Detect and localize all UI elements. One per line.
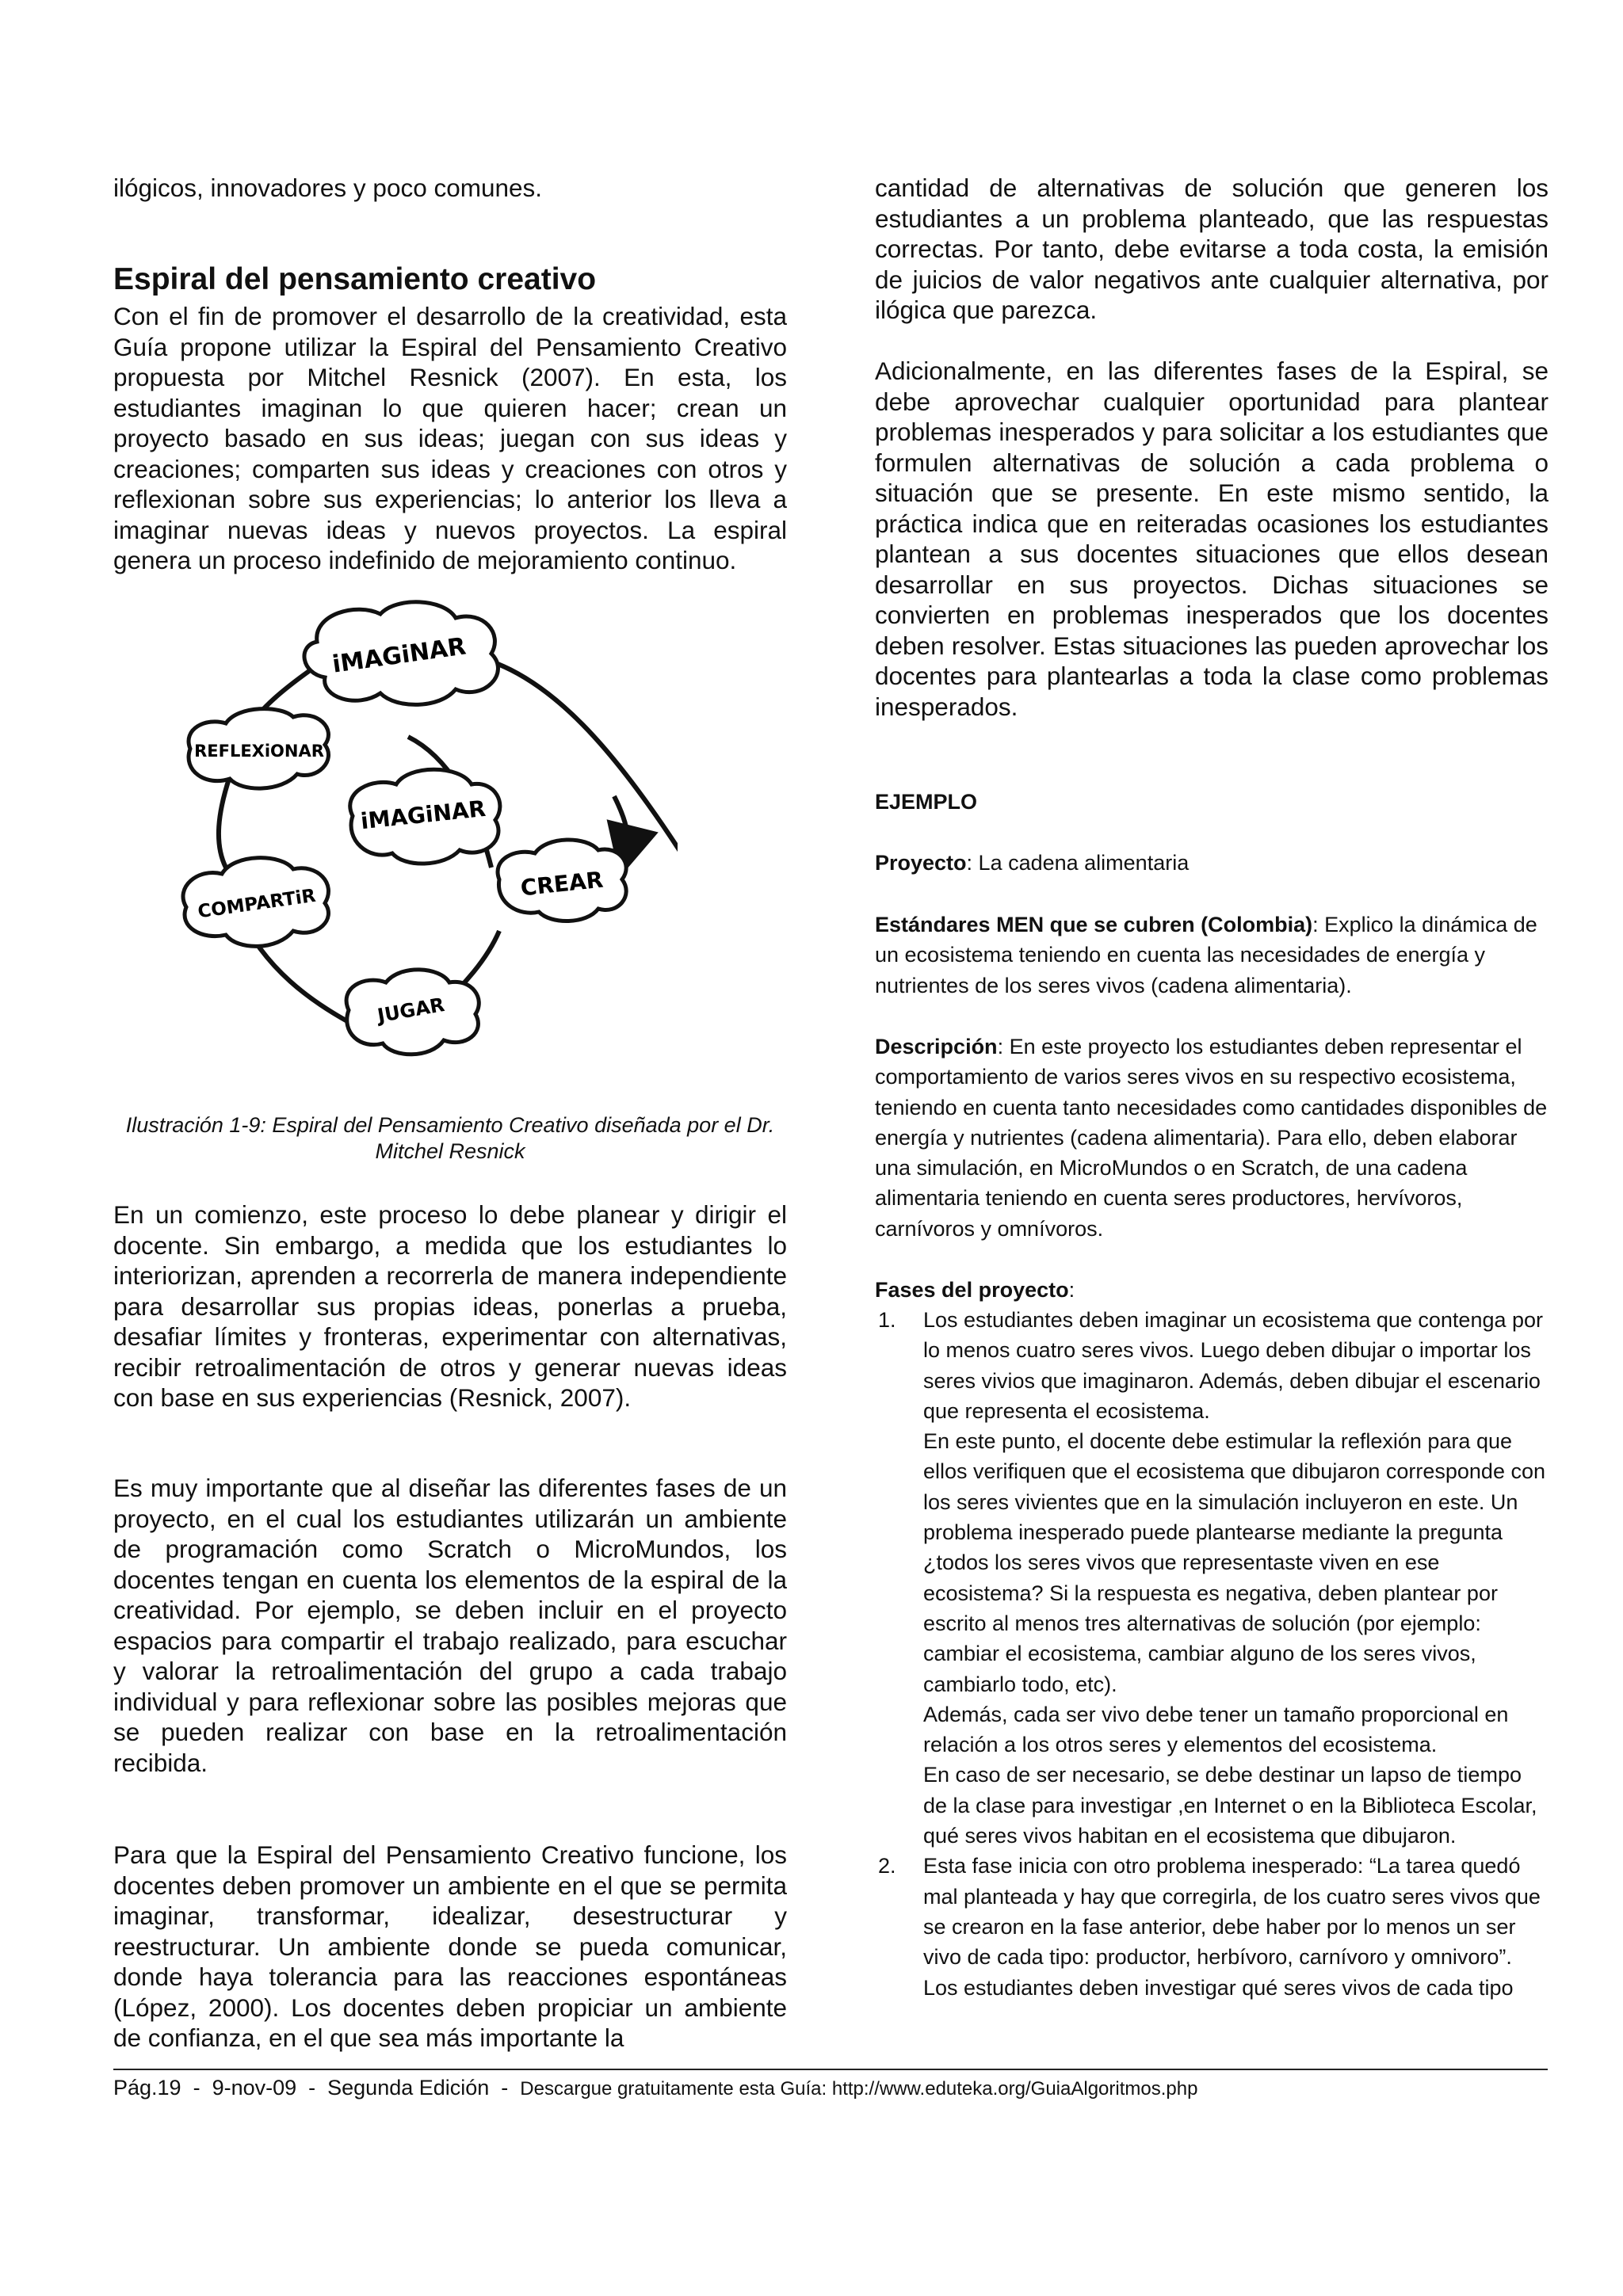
figure-caption-line1: Ilustración 1-9: Espiral del Pensamiento Creativo diseñada por el Dr. — [125, 1113, 775, 1137]
fase-1-part: En caso de ser necesario, se debe destinar un lapso de tiempo de la clase para investigar ,en Internet o en la Biblioteca Escolar, qué seres vivos habitan en el ecosistema que dibujaron. — [923, 1763, 1537, 1848]
intro-line: ilógicos, innovadores y poco comunes. — [113, 174, 543, 202]
proyecto-label: Proyecto — [875, 851, 967, 875]
footer-page-info: Pág.19 - 9-nov-09 - Segunda Edición - — [113, 2076, 521, 2100]
fases-label: Fases del proyecto — [875, 1278, 1069, 1302]
cloud-label-reflexionar: REFLEXiONAR — [194, 742, 324, 761]
cloud-jugar — [346, 970, 479, 1055]
spiral-arrow-outer — [479, 658, 678, 860]
cloud-compartir — [183, 858, 328, 947]
fase-number: 2. — [878, 1854, 896, 1878]
estandares-label: Estándares MEN que se cubren (Colombia) — [875, 913, 1313, 936]
fases-heading — [875, 1275, 1549, 1305]
descripcion-label: Descripción — [875, 1035, 998, 1058]
footer-download-link[interactable]: Descargue gratuitamente esta Guía: http://www.eduteka.org/GuiaAlgoritmos.php — [520, 2078, 1198, 2100]
fase-item-1 — [875, 1305, 1549, 1851]
paragraph-cantidad: cantidad de alternativas de solución que generen los estudiantes a un problema planteado, que las respuestas correctas. Por tanto, debe evitarse a toda costa, la emisión de juicios de valor negativos ante cualquier alternativa, por ilógica que parezca. — [875, 174, 1549, 324]
fase-item-2 — [875, 1851, 1549, 2002]
cloud-label-jugar: JUGAR — [376, 993, 446, 1028]
proyecto-text: : La cadena alimentaria — [966, 851, 1190, 875]
cloud-crear — [498, 840, 626, 921]
fase-1-part: Además, cada ser vivo debe tener un tamaño proporcional en relación a los otros seres y elementos del ecosistema. — [923, 1702, 1509, 1757]
spiral-arc-left — [219, 776, 230, 868]
page-footer — [113, 2074, 1197, 2103]
paragraph-funcione: Para que la Espiral del Pensamiento Creativo funcione, los docentes deben promover un ambiente en el que se permita imaginar, transformar, idealizar, desestructurar y reestructurar. Un ambiente donde se pueda comunicar, donde haya tolerancia para las reacciones espontáneas (López, 2000). Los docentes deben propiciar un ambiente de confianza, en el que sea más importante la — [113, 1840, 787, 2052]
fase-2-part: Los estudiantes deben investigar qué seres vivos de cada tipo — [923, 1975, 1514, 2000]
creative-spiral-diagram — [170, 598, 678, 1074]
fase-2-part: Esta fase inicia con otro problema inesperado: “La tarea quedó mal planteada y hay que corregirla, de los cuatro seres vivos que se crearon en la fase anterior, debe haber por lo menos un ser vivo de cada tipo: productor, herbívoro, carnívoro y omnivoro”. — [923, 1854, 1541, 1970]
fase-1-part: En este punto, el docente debe estimular la reflexión para que ellos verifiquen que el ecosistema que dibujaron corresponde con los seres vivientes que en la simulación incluyeron en este. Un problema inesperado puede plantearse mediante la pregunta ¿todos los seres vivos que representaste viven en ese ecosistema? Si la respuesta es negativa, deben plantear por escrito al menos tres alternativas de solución (por ejemplo: cambiar el ecosistema, cambiar alguno de los seres vivos, cambiarlo todo, etc). — [923, 1429, 1545, 1696]
fase-1-part: Los estudiantes deben imaginar un ecosistema que contenga por lo menos cuatro seres vivos. Luego deben dibujar o importar los seres vivios que imaginaron. Además, deben dibujar el escenario que representa el ecosistema. — [923, 1308, 1544, 1423]
spiral-drawing — [170, 598, 678, 1074]
spiral-arrow-head — [614, 796, 628, 852]
descripcion-text: : En este proyecto los estudiantes deben representar el comportamiento de varios seres vivos en su respectivo ecosistema, teniendo en cuenta tanto necesidades como cantidades disponibles de energía y nutrientes (cadena alimentaria). Para ello, deben elaborar una simulación, en MicroMundos o en Scratch, de una cadena alimentaria teniendo en cuenta seres productores, hervívoros, carnívoros y omnívoros. — [875, 1035, 1548, 1241]
cloud-reflexionar — [189, 709, 329, 788]
descripcion-paragraph — [875, 1032, 1549, 1244]
section-heading: Espiral del pensamiento creativo — [113, 262, 597, 296]
ejemplo-heading: EJEMPLO — [875, 790, 978, 814]
estandares-text: : Explico la dinámica de un ecosistema teniendo en cuenta las necesidades de energía y nutrientes de los seres vivos (cadena alimentaria). — [875, 913, 1537, 997]
estandares-paragraph — [875, 910, 1549, 1001]
cloud-label-crear: CREAR — [519, 866, 605, 902]
fase-number: 1. — [878, 1308, 896, 1332]
paragraph-espiral-intro: Con el fin de promover el desarrollo de la creatividad, esta Guía propone utilizar la Espiral del Pensamiento Creativo propuesta por Mitchel Resnick (2007). En esta, los estudiantes imaginan lo que quieren hacer; crean un proyecto basado en sus ideas; juegan con sus ideas y creaciones; comparten sus ideas y creaciones con otros y reflexionan sobre sus experiencias; lo anterior los lleva a imaginar nuevas ideas y nuevos proyectos. La espiral genera un proceso indefinido de mejoramiento continuo. — [113, 302, 787, 574]
cloud-label-imaginar-top: iMAGiNAR — [330, 632, 468, 679]
proyecto-line — [875, 848, 1549, 878]
cloud-imaginar-top — [304, 602, 498, 705]
figure-caption-line2: Mitchel Resnick — [375, 1139, 525, 1163]
cloud-label-compartir: COMPARTiR — [197, 885, 318, 923]
fases-list — [875, 1305, 1549, 2003]
fases-colon: : — [1068, 1278, 1075, 1302]
paragraph-proceso: En un comienzo, este proceso lo debe planear y dirigir el docente. Sin embargo, a medida que los estudiantes lo interiorizan, aprenden a recorrerla de manera independiente para desarrollar sus propias ideas, ponerlas a prueba, desafiar límites y fronteras, experimentar con alternativas, recibir retroalimentación de otros y generar nuevas ideas con base en sus experiencias (Resnick, 2007). — [113, 1200, 787, 1412]
paragraph-adicionalmente: Adicionalmente, en las diferentes fases de la Espiral, se debe aprovechar cualquier oportunidad para plantear problemas inesperados y para solicitar a los estudiantes que formulen alternativas de solución a cada problema o situación que se presente. En este mismo sentido, la práctica indica que en reiteradas ocasiones los estudiantes plantean a sus docentes situaciones que ellos desean desarrollar en sus proyectos. Dichas situaciones se convierten en problemas inesperados que los docentes deben resolver. Estas situaciones las pueden aprovechar los docentes para plantearlas a toda la clase como problemas inesperados. — [875, 357, 1549, 721]
paragraph-importante: Es muy importante que al diseñar las diferentes fases de un proyecto, en el cual los estudiantes utilizarán un ambiente de programación como Scratch o MicroMundos, los docentes tengan en cuenta los elementos de la espiral de la creatividad. Por ejemplo, se deben incluir en el proyecto espacios para compartir el trabajo realizado, para escuchar y valorar la retroalimentación del grupo a cada trabajo individual y para reflexionar sobre las posibles mejoras que se pueden realizar con base en la retroalimentación recibida. — [113, 1474, 787, 1777]
footer-divider — [113, 2069, 1548, 2070]
cloud-imaginar-center — [350, 769, 500, 864]
cloud-label-imaginar-center: iMAGiNAR — [359, 795, 487, 835]
